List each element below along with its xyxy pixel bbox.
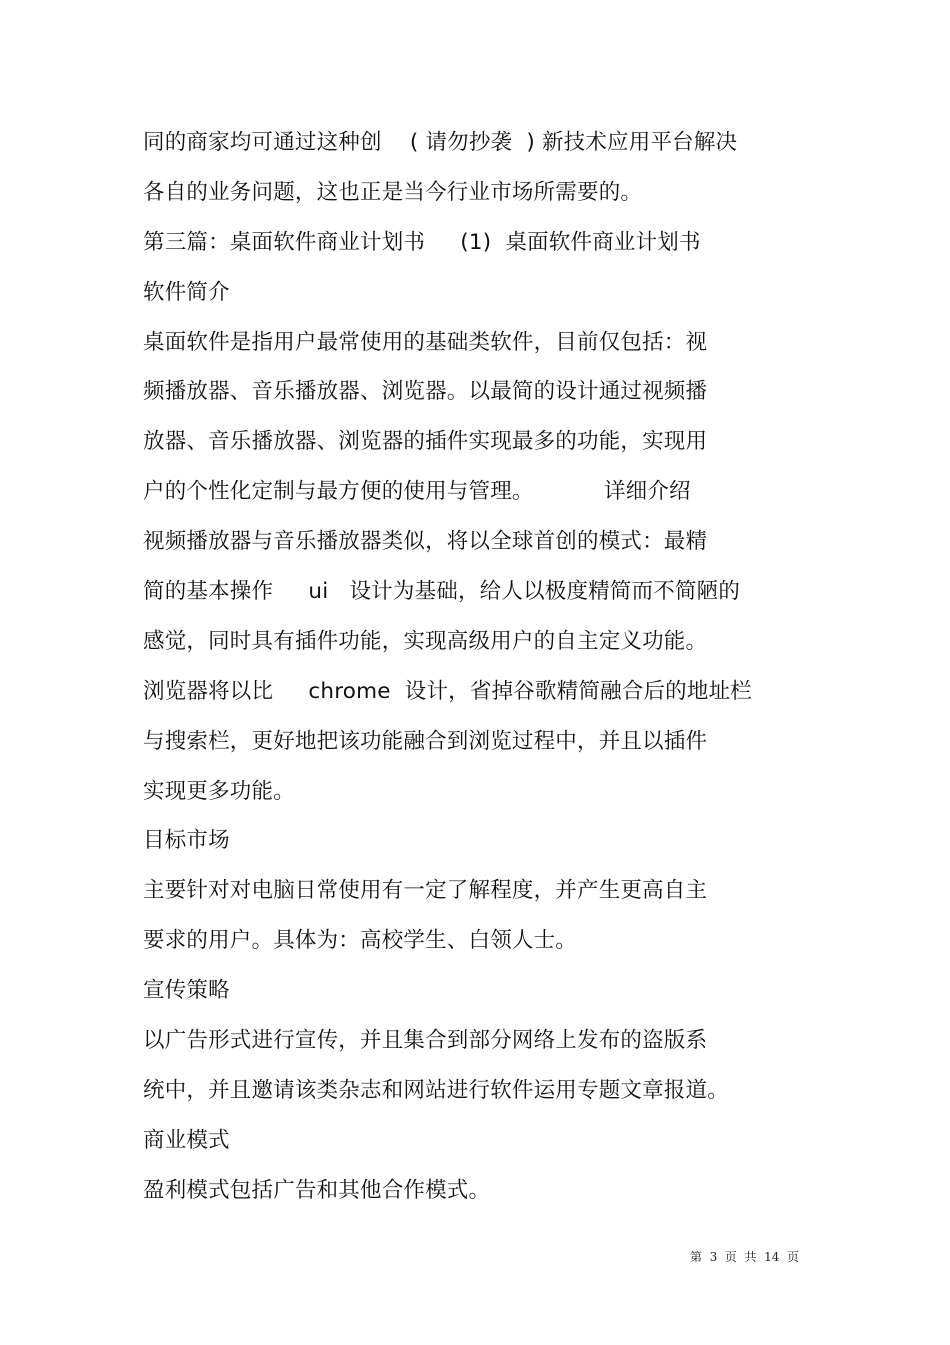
text-line: 视频播放器与音乐播放器类似，将以全球首创的模式：最精 [143,529,708,555]
text-line: 同的商家均可通过这种创 ( 请勿抄袭 ) 新技术应用平台解决 [143,130,738,155]
text-line: 要求的用户。具体为：高校学生、白领人士。 [143,928,578,954]
document-body [143,118,823,1216]
text-line: 放器、音乐播放器、浏览器的插件实现最多的功能，实现用 [143,429,708,455]
text-line: 感觉，同时具有插件功能，实现高级用户的自主定义功能。 [143,628,708,654]
text-line: 以广告形式进行宣传，并且集合到部分网络上发布的盗版系 [143,1028,708,1054]
subheading: 软件简介 [143,279,230,305]
section-heading: 第三篇：桌面软件商业计划书 (1) 桌面软件商业计划书 [143,229,701,255]
page-number: 第 3 页 共 14 页 [690,1250,800,1264]
subheading: 宣传策略 [143,978,230,1004]
text-line: 实现更多功能。 [143,778,295,804]
text-line: 与搜索栏，更好地把该功能融合到浏览过程中，并且以插件 [143,728,708,754]
text-line: 浏览器将以比 chrome 设计，省掉谷歌精简融合后的地址栏 [143,678,752,704]
text-line: 户的个性化定制与最方便的使用与管理。 详细介绍 [143,479,691,505]
text-line: 简的基本操作 ui 设计为基础，给人以极度精简而不简陋的 [143,579,741,605]
text-line: 统中，并且邀请该类杂志和网站进行软件运用专题文章报道。 [143,1077,729,1103]
text-line: 主要针对对电脑日常使用有一定了解程度，并产生更高自主 [143,878,708,904]
text-line: 各自的业务问题，这也正是当今行业市场所需要的。 [143,179,643,205]
text-line: 盈利模式包括广告和其他合作模式。 [143,1177,491,1203]
subheading: 目标市场 [143,828,230,854]
text-line: 频播放器、音乐播放器、浏览器。以最简的设计通过视频播 [143,379,708,405]
text-line: 桌面软件是指用户最常使用的基础类软件，目前仅包括：视 [143,329,708,355]
subheading: 商业模式 [143,1127,230,1153]
